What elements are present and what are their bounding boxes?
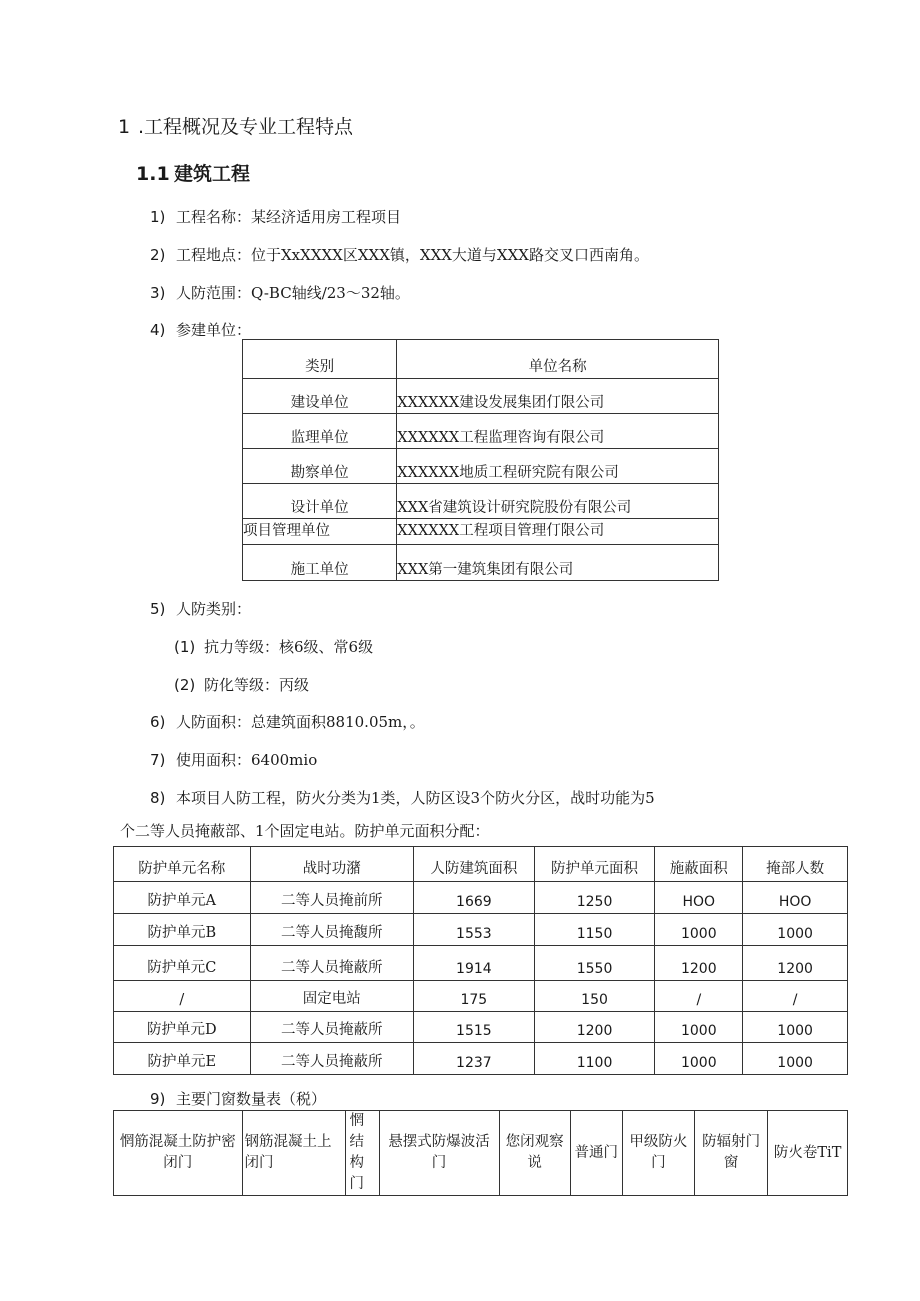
subitem-resistance-level: (1) 抗力等级：核6级、常6级 xyxy=(174,638,374,656)
column-header: 甲级防火门 xyxy=(622,1111,694,1196)
column-header: 惘结构门 xyxy=(345,1111,379,1196)
item-usable-area: 7) 使用面积：6400mio xyxy=(150,751,318,769)
column-header: 钢筋混凝土上闭门 xyxy=(242,1111,345,1196)
subsection-heading xyxy=(136,159,250,186)
table-header-row xyxy=(114,1111,848,1196)
column-header: 防护单元名称 xyxy=(114,847,251,882)
table-row: 建设单位 XXXXXX建设发展集团仃限公司 xyxy=(243,379,719,414)
section-number: 1 xyxy=(118,116,131,138)
item-scope: 3) 人防范围：Q-BC轴线/23〜32轴。 xyxy=(150,284,410,302)
table-row: 施工单位 XXX第一建筑集团有限公司 xyxy=(243,545,719,581)
participants-table xyxy=(242,339,719,581)
table-row: 项目管理单位 XXXXXX工程项目管理仃限公司 xyxy=(243,519,719,545)
table-row: 防护单元A 二等人员掩前所 1669 1250 HOO HOO xyxy=(114,882,848,914)
subsection-title: 建筑工程 xyxy=(174,163,251,185)
column-header: 类别 xyxy=(243,340,397,379)
subitem-chemical-level: (2) 防化等级：丙级 xyxy=(174,676,310,694)
item-participants: 4) 参建单位： xyxy=(150,321,252,339)
item-fire-class: 8) 本项目人防工程，防火分类为1类，人防区设3个防火分区，战时功能为5 xyxy=(150,789,655,807)
table-row: 防护单元C 二等人员掩蔽所 1914 1550 1200 1200 xyxy=(114,946,848,981)
protection-units-table xyxy=(113,846,848,1075)
table-row: 防护单元B 二等人员掩馥所 1553 1150 1000 1000 xyxy=(114,914,848,946)
item-location: 2) 工程地点：位于XxXXXX区XXX镇，XXX大道与XXX路交叉口西南角。 xyxy=(150,246,649,264)
item-doors-windows: 9) 主要门窗数量表（税） xyxy=(150,1090,327,1108)
table-row: 勘察单位 XXXXXX地质工程研究院有限公司 xyxy=(243,449,719,484)
section-heading xyxy=(118,112,353,139)
table-row: 防护单元D 二等人员掩蔽所 1515 1200 1000 1000 xyxy=(114,1012,848,1043)
column-header: 单位名称 xyxy=(397,340,719,379)
table-header-row xyxy=(243,340,719,379)
column-header: 普通门 xyxy=(570,1111,622,1196)
table-row: 防护单元E 二等人员掩蔽所 1237 1100 1000 1000 xyxy=(114,1043,848,1075)
item-project-name: 1) 工程名称：某经济适用房工程项目 xyxy=(150,208,402,226)
table-header-row xyxy=(114,847,848,882)
column-header: 施蔽面积 xyxy=(655,847,743,882)
table-row: 设计单位 XXX省建筑设计研究院股份有限公司 xyxy=(243,484,719,519)
doors-windows-table xyxy=(113,1110,848,1196)
table-row: / 固定电站 175 150 / / xyxy=(114,981,848,1012)
column-header: 防护单元面积 xyxy=(534,847,655,882)
subsection-number: 1.1 xyxy=(136,163,170,185)
column-header: 防火卷TiT xyxy=(768,1111,848,1196)
table-row: 监理单位 XXXXXX工程监理咨询有限公司 xyxy=(243,414,719,449)
column-header: 防辐射门窗 xyxy=(694,1111,767,1196)
column-header: 惘筋混凝土防护密闭门 xyxy=(114,1111,243,1196)
column-header: 您闭观察说 xyxy=(499,1111,570,1196)
item-fire-class-continued: 个二等人员掩蔽部、1个固定电站。防护单元面积分配： xyxy=(120,822,490,840)
section-title: .工程概况及专业工程特点 xyxy=(138,116,354,138)
column-header: 战时功潴 xyxy=(250,847,413,882)
column-header: 悬摆式防爆波活门 xyxy=(379,1111,499,1196)
item-shelter-class: 5) 人防类别： xyxy=(150,600,252,618)
column-header: 掩部人数 xyxy=(743,847,848,882)
column-header: 人防建筑面积 xyxy=(414,847,535,882)
item-shelter-area: 6) 人防面积：总建筑面积8810.05m，。 xyxy=(150,713,425,731)
